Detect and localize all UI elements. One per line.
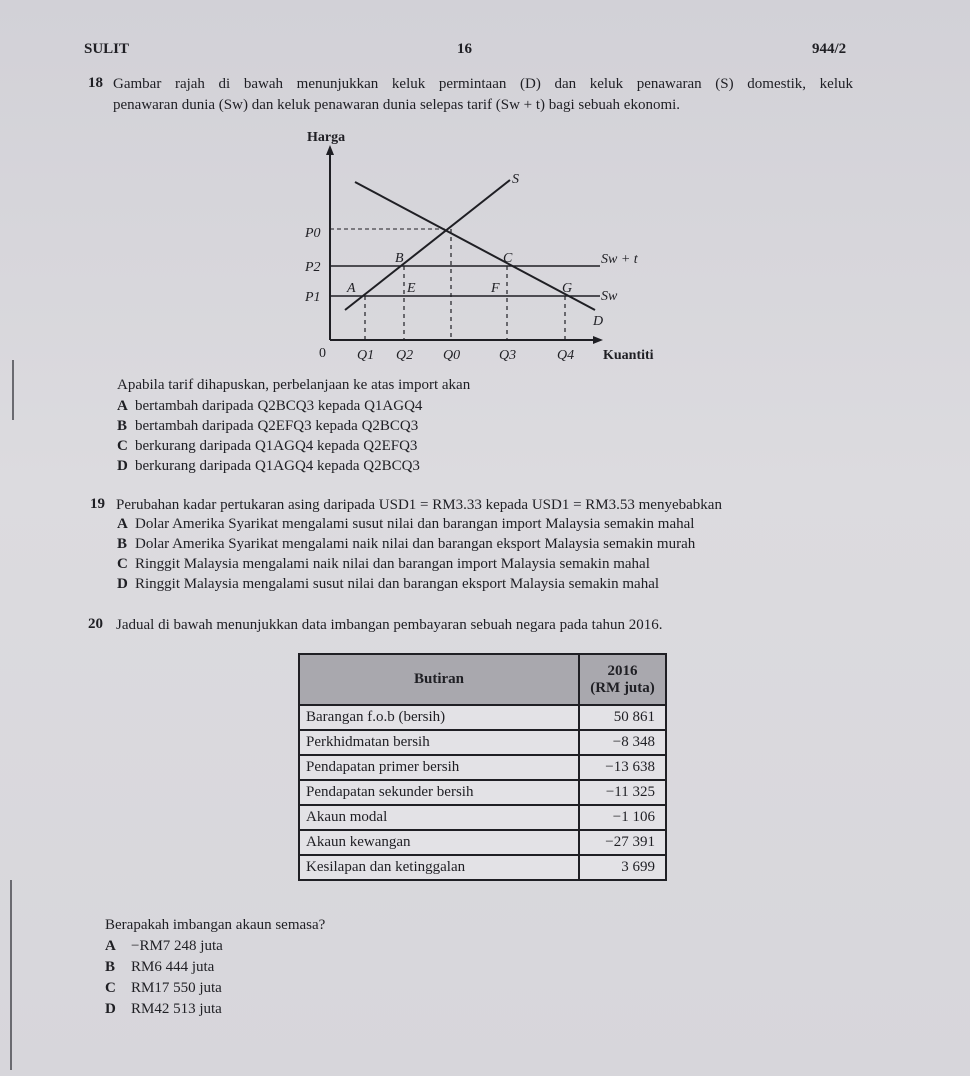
row-value: −13 638 <box>579 755 666 780</box>
table-row <box>299 855 666 880</box>
label-world-tariff: Sw + t <box>601 252 638 267</box>
paper-code: 944/2 <box>812 41 847 57</box>
point-label-g: G <box>562 281 573 296</box>
option-text: RM42 513 juta <box>131 1001 222 1017</box>
y-axis-arrow <box>326 145 334 155</box>
row-item: Akaun modal <box>299 805 579 830</box>
label-q3: Q3 <box>499 348 517 363</box>
question-18-option-a[interactable] <box>117 398 422 415</box>
question-18-text-line1: Gambar rajah di bawah menunjukkan keluk permintaan (D) dan keluk penawaran (S) domestik, keluk <box>113 76 853 92</box>
page-edge-shadow <box>10 880 12 1070</box>
page-edge-shadow <box>12 360 14 420</box>
label-p2: P2 <box>305 260 321 275</box>
x-axis-arrow <box>593 336 603 344</box>
row-item: Barangan f.o.b (bersih) <box>299 705 579 730</box>
option-letter: A <box>117 398 128 414</box>
point-label-c: C <box>503 251 513 266</box>
row-item: Pendapatan sekunder bersih <box>299 780 579 805</box>
option-letter: C <box>105 980 116 996</box>
option-text: berkurang daripada Q1AGQ4 kepada Q2EFQ3 <box>135 438 418 454</box>
table-header-row <box>299 654 666 705</box>
row-value: 3 699 <box>579 855 666 880</box>
label-world-supply: Sw <box>601 289 618 304</box>
row-value: −1 106 <box>579 805 666 830</box>
option-letter: B <box>117 536 128 552</box>
option-text: bertambah daripada Q2BCQ3 kepada Q1AGQ4 <box>135 398 423 414</box>
row-value: 50 861 <box>579 705 666 730</box>
table-row <box>299 730 666 755</box>
question-18-text-line2: penawaran dunia (Sw) dan keluk penawaran dunia selepas tarif (Sw + t) bagi sebuah ekonomi. <box>113 97 681 113</box>
row-value: −27 391 <box>579 830 666 855</box>
point-label-b: B <box>395 251 404 266</box>
option-text: Dolar Amerika Syarikat mengalami susut nilai dan barangan import Malaysia semakin mahal <box>135 516 695 532</box>
option-letter: B <box>117 418 128 434</box>
supply-curve <box>345 180 510 310</box>
supply-demand-graph <box>295 125 675 375</box>
table-row <box>299 830 666 855</box>
point-label-e: E <box>407 281 416 296</box>
option-letter: B <box>105 959 116 975</box>
option-letter: A <box>105 938 116 954</box>
point-label-a: A <box>347 281 356 296</box>
question-18-option-d[interactable] <box>117 458 420 475</box>
table-row <box>299 755 666 780</box>
y-axis-label: Harga <box>307 130 346 145</box>
option-text: RM6 444 juta <box>131 959 215 975</box>
column-header-value <box>579 654 666 705</box>
column-header-year: 2016 <box>607 662 638 679</box>
point-label-f: F <box>491 281 500 296</box>
label-q1: Q1 <box>357 348 375 363</box>
row-item: Kesilapan dan ketinggalan <box>299 855 579 880</box>
question-20-option-b[interactable] <box>105 959 214 976</box>
option-letter: C <box>117 556 128 572</box>
label-p1: P1 <box>305 290 321 305</box>
table-row <box>299 780 666 805</box>
option-text: bertambah daripada Q2EFQ3 kepada Q2BCQ3 <box>135 418 419 434</box>
header-sulit: SULIT <box>84 41 130 57</box>
option-text: RM17 550 juta <box>131 980 222 996</box>
option-text: Dolar Amerika Syarikat mengalami naik nilai dan barangan eksport Malaysia semakin murah <box>135 536 696 552</box>
label-supply-s: S <box>512 172 519 187</box>
label-q4: Q4 <box>557 348 575 363</box>
origin-label: 0 <box>319 346 326 361</box>
question-20-option-d[interactable] <box>105 1001 222 1018</box>
option-letter: D <box>105 1001 116 1017</box>
question-20-option-c[interactable] <box>105 980 222 997</box>
label-q2: Q2 <box>396 348 414 363</box>
column-header-item: Butiran <box>299 654 579 705</box>
table-row <box>299 705 666 730</box>
option-letter: C <box>117 438 128 454</box>
page-number: 16 <box>457 41 472 57</box>
demand-curve <box>355 182 595 310</box>
question-20-lead: Berapakah imbangan akaun semasa? <box>105 917 326 933</box>
option-letter: D <box>117 458 128 474</box>
option-text: Ringgit Malaysia mengalami susut nilai dan barangan eksport Malaysia semakin mahal <box>135 576 660 592</box>
question-18-lead: Apabila tarif dihapuskan, perbelanjaan ke atas import akan <box>117 377 471 393</box>
option-text: Ringgit Malaysia mengalami naik nilai dan barangan import Malaysia semakin mahal <box>135 556 650 572</box>
question-18-number: 18 <box>88 75 103 91</box>
label-q0: Q0 <box>443 348 461 363</box>
label-p0: P0 <box>305 226 321 241</box>
question-18-option-b[interactable] <box>117 418 418 435</box>
question-19-option-b[interactable] <box>117 536 695 553</box>
option-text: berkurang daripada Q1AGQ4 kepada Q2BCQ3 <box>135 458 420 474</box>
question-18-option-c[interactable] <box>117 438 417 455</box>
column-header-unit: (RM juta) <box>590 679 655 696</box>
option-text: −RM7 248 juta <box>131 938 223 954</box>
question-19-option-d[interactable] <box>117 576 659 593</box>
option-letter: A <box>117 516 128 532</box>
question-20-text: Jadual di bawah menunjukkan data imbangan pembayaran sebuah negara pada tahun 2016. <box>116 617 663 633</box>
question-19-number: 19 <box>90 496 105 512</box>
row-item: Perkhidmatan bersih <box>299 730 579 755</box>
question-20-number: 20 <box>88 616 103 632</box>
table-row <box>299 805 666 830</box>
row-item: Akaun kewangan <box>299 830 579 855</box>
question-20-option-a[interactable] <box>105 938 223 955</box>
row-item: Pendapatan primer bersih <box>299 755 579 780</box>
x-axis-label: Kuantiti <box>603 348 654 363</box>
question-19-text: Perubahan kadar pertukaran asing daripada USD1 = RM3.33 kepada USD1 = RM3.53 menyebabkan <box>116 497 722 513</box>
option-letter: D <box>117 576 128 592</box>
balance-of-payments-table <box>298 653 667 881</box>
question-19-option-a[interactable] <box>117 516 694 533</box>
row-value: −8 348 <box>579 730 666 755</box>
row-value: −11 325 <box>579 780 666 805</box>
question-19-option-c[interactable] <box>117 556 650 573</box>
label-demand-d: D <box>593 314 604 329</box>
